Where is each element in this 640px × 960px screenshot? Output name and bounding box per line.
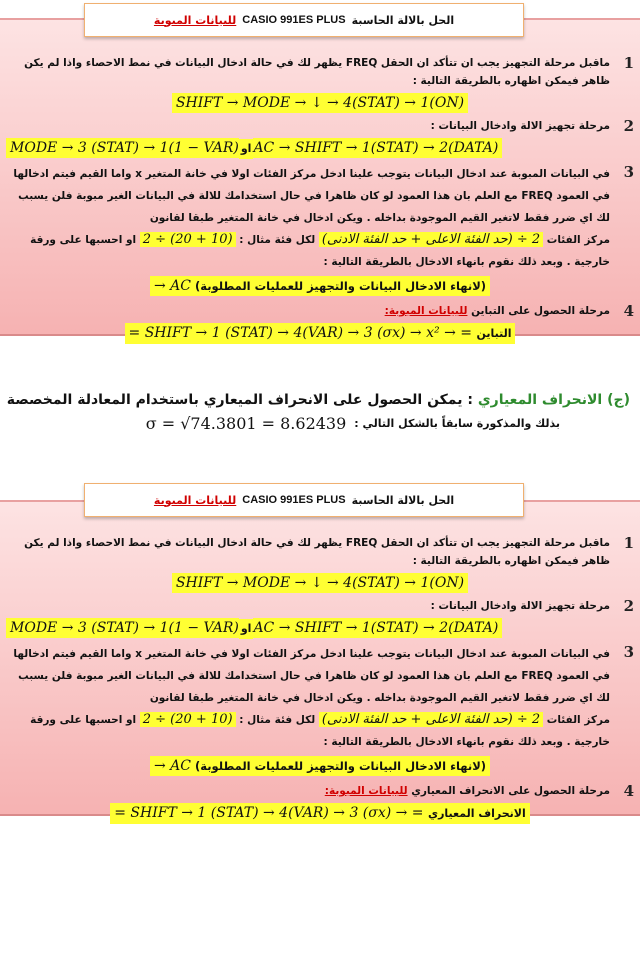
std-deviation-section [0, 392, 640, 433]
step-number: 2 [623, 117, 634, 135]
calculator-model: CASIO 991ES PLUS [242, 494, 346, 506]
section-text-2: بذلك والمذكورة سابقاً بالشكل التالي : [354, 417, 560, 430]
example-formula: 2 ÷ (20 + 10) [140, 232, 236, 247]
step-tail-text: او احسبها على ورقة خارجية . وبعد ذلك نقوم بانهاء الادخال بالطريقة التالية : [30, 234, 610, 268]
section-heading [0, 392, 630, 408]
step-number: 3 [623, 643, 634, 661]
step-text: مرحلة الحصول على التباين [471, 305, 610, 317]
result-sequence [110, 803, 530, 824]
step-3 [6, 643, 634, 753]
step-number: 1 [623, 54, 634, 72]
step-2 [6, 597, 634, 615]
tab-prefix: الحل بالالة الحاسبة [351, 13, 455, 27]
tab-prefix: الحل بالالة الحاسبة [351, 493, 455, 507]
step-3 [6, 163, 634, 273]
step-number: 2 [623, 597, 634, 615]
example-formula: 2 ÷ (20 + 10) [140, 712, 236, 727]
end-entry-text: (لانهاء الادخال البيانات والتجهيز للعمليات المطلوبة) [195, 279, 487, 293]
step-text: مرحلة الحصول على الانحراف المعياري [411, 785, 610, 797]
std-deviation-formula: σ = √74.3801 = 8.62439 [145, 414, 347, 433]
step-text: ماقبل مرحلة التجهيز يجب ان تتأكد ان الحقل FREQ يظهر لك في حالة ادخال البيانات في نمط الاحصاء واذا لم يكن ظاهر فيمكن اظهاره بالطريقة التالية : [24, 537, 610, 567]
step-number: 4 [623, 782, 634, 800]
step-tail-text: او احسبها على ورقة خارجية . وبعد ذلك نقوم بانهاء الادخال بالطريقة التالية : [30, 714, 610, 748]
key-sequence: SHIFT → MODE → ↓ → 4(STAT) → 1(ON) [172, 573, 468, 593]
step-4 [6, 302, 634, 320]
end-entry-keys: → AC [153, 278, 191, 294]
step-number: 3 [623, 163, 634, 181]
step-text: ماقبل مرحلة التجهيز يجب ان تتأكد ان الحقل FREQ يظهر لك في حالة ادخال البيانات في نمط الاحصاء واذا لم يكن ظاهر فيمكن اظهاره بالطريقة التالية : [24, 57, 610, 87]
step-1 [6, 54, 634, 90]
step-number: 1 [623, 534, 634, 552]
step-text: في البيانات المبوبة عند ادخال البيانات يتوجب علينا ادخل مركز الفئات اولا في خانة المتغير x واما القيم فيتم ادخالها في العمود FREQ مع العلم بان هذا العمود لو كان ظاهرا في حال استخدامك للالة في البيانات الغير مبوبة فلن يسبب لك اي ضرر فقط لاتغير القيم الموجودة بداخله . ويكن ادخال في خانة المتغير طبقا لقانون [13, 168, 610, 224]
or-label: او [239, 619, 254, 639]
step-text: مرحلة تجهيز الالة وادخال البيانات : [430, 120, 610, 132]
class-center-formula: 2 ÷ (حد الفئة الاعلى + حد الفئة الادنى) [319, 232, 543, 247]
key-sequence-a: MODE → 3 (STAT) → 1(1 − VAR) [6, 618, 239, 638]
result-keys: = SHIFT → 1 (STAT) → 4(VAR) → 3 (σx) → = [114, 805, 424, 821]
example-label: لكل فئة مثال : [239, 234, 316, 246]
key-sequence-line [6, 137, 634, 159]
step-text: في البيانات المبوبة عند ادخال البيانات يتوجب علينا ادخل مركز الفئات اولا في خانة المتغير x واما القيم فيتم ادخالها في العمود FREQ مع العلم بان هذا العمود لو كان ظاهرا في حال استخدامك للالة في البيانات الغير مبوبة فلن يسبب لك اي ضرر فقط لاتغير القيم الموجودة بداخله . ويكن ادخال في خانة المتغير طبقا لقانون [13, 648, 610, 704]
step-1 [6, 534, 634, 570]
step-4 [6, 782, 634, 800]
class-center-formula: 2 ÷ (حد الفئة الاعلى + حد الفئة الادنى) [319, 712, 543, 727]
section-line-2 [0, 414, 630, 433]
section-letter: (ج) [607, 392, 630, 408]
box1-content [0, 54, 640, 348]
section-text: : يمكن الحصول على الانحراف الميعاري باستخدام المعادلة المخصصة [6, 392, 473, 408]
box-title-tab [84, 483, 524, 517]
step-2 [6, 117, 634, 135]
end-entry-highlight [150, 276, 490, 296]
end-entry-keys: → AC [153, 758, 191, 774]
tab-highlight: للبيانات المبوبة [153, 13, 237, 27]
tab-highlight: للبيانات المبوبة [153, 493, 237, 507]
key-sequence-b: AC → SHIFT → 1(STAT) → 2(DATA) [253, 618, 502, 638]
key-sequence-b: AC → SHIFT → 1(STAT) → 2(DATA) [253, 138, 502, 158]
box2-content [0, 534, 640, 828]
calculator-model: CASIO 991ES PLUS [242, 14, 346, 26]
result-keys: = SHIFT → 1 (STAT) → 4(VAR) → 3 (σx) → x² → = [128, 325, 472, 341]
step-highlight: للبيانات المبوبة: [384, 305, 468, 317]
or-label: او [239, 139, 254, 159]
end-entry-text: (لانهاء الادخال البيانات والتجهيز للعمليات المطلوبة) [195, 759, 487, 773]
class-center-label: مركز الفئات [546, 714, 610, 726]
result-sequence [125, 323, 516, 344]
key-sequence-a: MODE → 3 (STAT) → 1(1 − VAR) [6, 138, 239, 158]
step-text: مرحلة تجهيز الالة وادخال البيانات : [430, 600, 610, 612]
result-label: الانحراف المعياري [428, 807, 526, 820]
key-sequence: SHIFT → MODE → ↓ → 4(STAT) → 1(ON) [172, 93, 468, 113]
end-entry-highlight [150, 756, 490, 776]
class-center-label: مركز الفئات [546, 234, 610, 246]
step-number: 4 [623, 302, 634, 320]
result-label: التباين [476, 327, 512, 340]
box-title-tab [84, 3, 524, 37]
example-label: لكل فئة مثال : [239, 714, 316, 726]
step-highlight: للبيانات المبوبة: [324, 785, 408, 797]
key-sequence-line [6, 617, 634, 639]
section-title: الانحراف المعياري [477, 392, 603, 408]
